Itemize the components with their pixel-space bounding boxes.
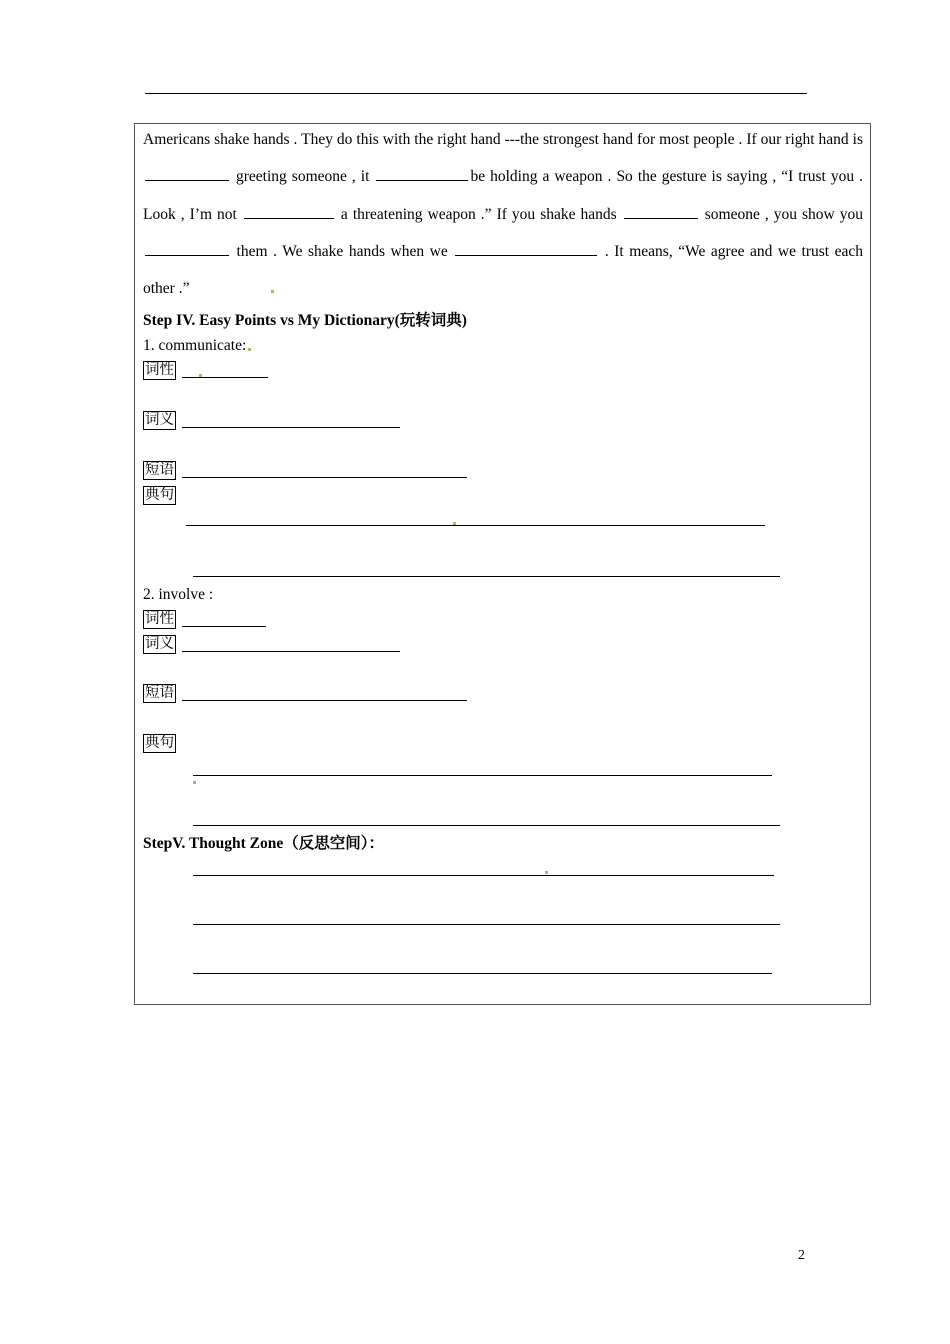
passage-text-1: Americans shake hands . They do this with the right hand ---the strongest hand for most people . If our right hand is (143, 131, 863, 148)
reading-passage (143, 121, 863, 307)
answer-blank[interactable] (244, 203, 334, 219)
scan-speck (271, 290, 274, 293)
answer-line[interactable] (193, 973, 772, 974)
passage-text-5: someone , you show you (704, 205, 864, 223)
label-part-of-speech: 词性 (145, 362, 174, 378)
passage-text-2: greeting someone , it (236, 168, 370, 186)
answer-line[interactable] (193, 825, 780, 826)
word-2-title: 2. involve : (143, 586, 214, 603)
answer-line[interactable] (182, 427, 400, 428)
answer-line[interactable] (182, 377, 268, 378)
answer-line[interactable] (182, 651, 400, 652)
answer-blank[interactable] (624, 203, 698, 219)
answer-blank[interactable] (145, 165, 229, 181)
step5-heading: StepV. Thought Zone（反思空间）： (143, 835, 385, 852)
word-1-title: 1. communicate: (143, 337, 247, 354)
answer-blank[interactable] (455, 240, 597, 256)
answer-blank[interactable] (145, 240, 229, 256)
answer-line[interactable] (182, 477, 467, 478)
passage-text-7: . It means, “We agree and we trust each other .” (143, 242, 864, 298)
scan-speck (453, 522, 456, 525)
passage-text-4: a threatening weapon .” If you shake hands (340, 205, 617, 223)
label-meaning: 词义 (145, 636, 174, 652)
answer-blank[interactable] (376, 165, 468, 181)
label-part-of-speech: 词性 (145, 611, 174, 627)
label-phrase: 短语 (145, 462, 174, 478)
label-phrase: 短语 (145, 685, 174, 701)
page-number: 2 (798, 1248, 805, 1263)
answer-line[interactable] (182, 700, 467, 701)
answer-line[interactable] (193, 924, 780, 925)
answer-line[interactable] (186, 525, 765, 526)
label-example-sentence: 典句 (145, 487, 174, 503)
step4-heading: Step IV. Easy Points vs My Dictionary(玩转词典) (143, 312, 467, 329)
answer-line[interactable] (193, 875, 774, 876)
label-meaning: 词义 (145, 412, 174, 428)
answer-line[interactable] (193, 576, 780, 577)
answer-line[interactable] (193, 775, 772, 776)
header-rule (145, 93, 807, 94)
scan-speck (248, 348, 251, 351)
passage-text-6: them . We shake hands when we (236, 242, 448, 260)
passage-text-3: be holding a weapon . So the gesture is saying , “I trust you . Look , I’m not (143, 168, 864, 223)
scan-speck (545, 871, 548, 874)
scan-speck (193, 781, 196, 784)
scan-speck (199, 374, 202, 377)
label-example-sentence: 典句 (145, 735, 174, 751)
answer-line[interactable] (182, 626, 266, 627)
